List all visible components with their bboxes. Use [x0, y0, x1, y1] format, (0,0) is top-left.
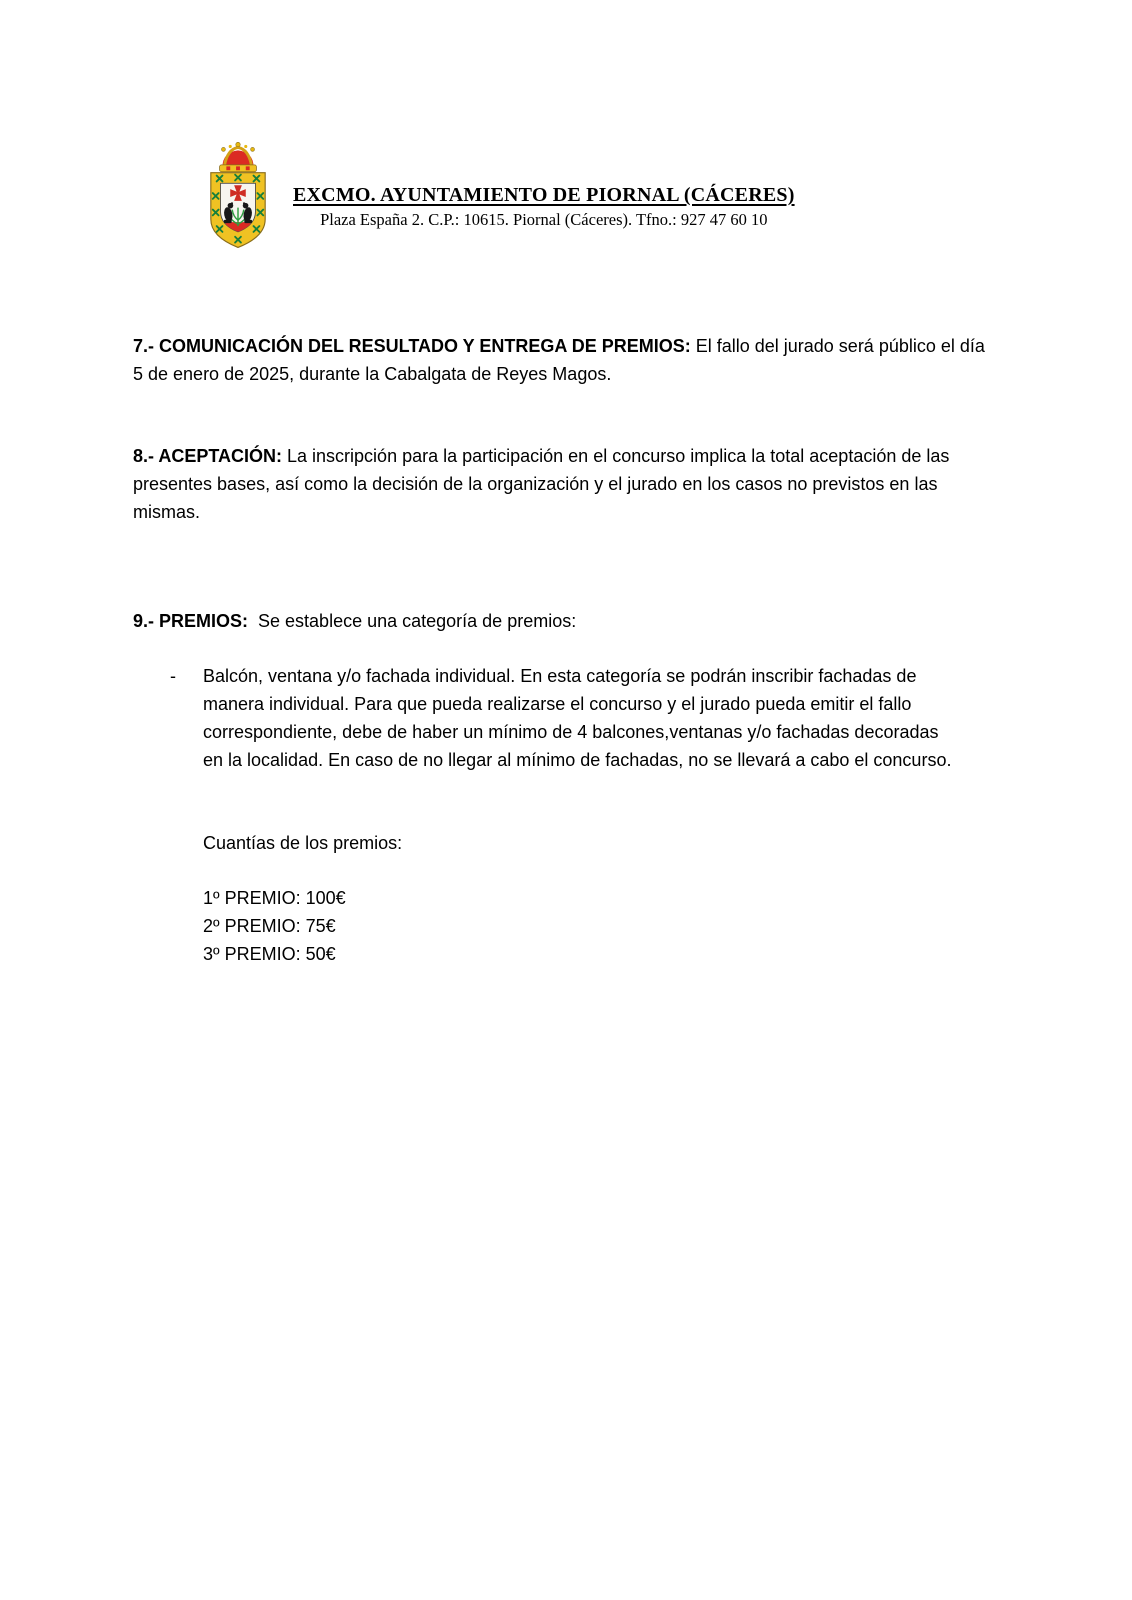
section-8-heading: 8.- ACEPTACIÓN: — [133, 446, 283, 466]
section-7-paragraph — [133, 332, 999, 388]
header-identity — [293, 138, 795, 232]
prize-line-1: 1º PREMIO: 100€ — [203, 888, 346, 908]
section-9-heading: 9.- PREMIOS: — [133, 611, 249, 631]
document-header — [133, 138, 999, 253]
prizes-intro: Cuantías de los premios: — [203, 833, 403, 853]
section-7-body: El fallo del jurado será público el día 5 de enero de 2025, durante la Cabalgata de Reyes Magos. — [133, 336, 990, 384]
category-list-item-text: Balcón, ventana y/o fachada individual. En esta categoría se podrán inscribir fachadas de manera individual. Para que pueda realizarse el concurso y el jurado pueda emitir el fallo correspondiente, debe de haber un mínimo de 4 balcones,ventanas y/o fachadas decoradas en la localidad. En caso de no llegar al mínimo de fachadas, no se llevará a cabo el concurso. — [203, 666, 952, 770]
category-list-item — [133, 662, 999, 774]
section-8-body: La inscripción para la participación en el concurso implica la total aceptación de las presentes bases, así como la decisión de la organización y el jurado en los casos no previstos en las mismas. — [133, 446, 955, 522]
shield — [211, 173, 265, 248]
crown — [220, 142, 257, 171]
org-name: EXCMO. AYUNTAMIENTO DE PIORNAL (CÁCERES) — [293, 184, 795, 206]
section-8-paragraph — [133, 442, 999, 526]
prize-list — [133, 884, 999, 968]
section-7-heading: 7.- COMUNICACIÓN DEL RESULTADO Y ENTREGA DE PREMIOS: — [133, 336, 691, 356]
section-9-paragraph — [133, 607, 999, 635]
list-item-marker: - — [170, 666, 176, 686]
section-9-body: Se establece una categoría de premios: — [248, 611, 577, 631]
piornal-coat-of-arms-icon — [205, 138, 271, 252]
document-body — [133, 332, 999, 968]
prize-line-2: 2º PREMIO: 75€ — [203, 916, 336, 936]
prize-line-3: 3º PREMIO: 50€ — [203, 944, 336, 964]
org-address: Plaza España 2. C.P.: 10615. Piornal (Cáceres). Tfno.: 927 47 60 10 — [320, 210, 768, 229]
